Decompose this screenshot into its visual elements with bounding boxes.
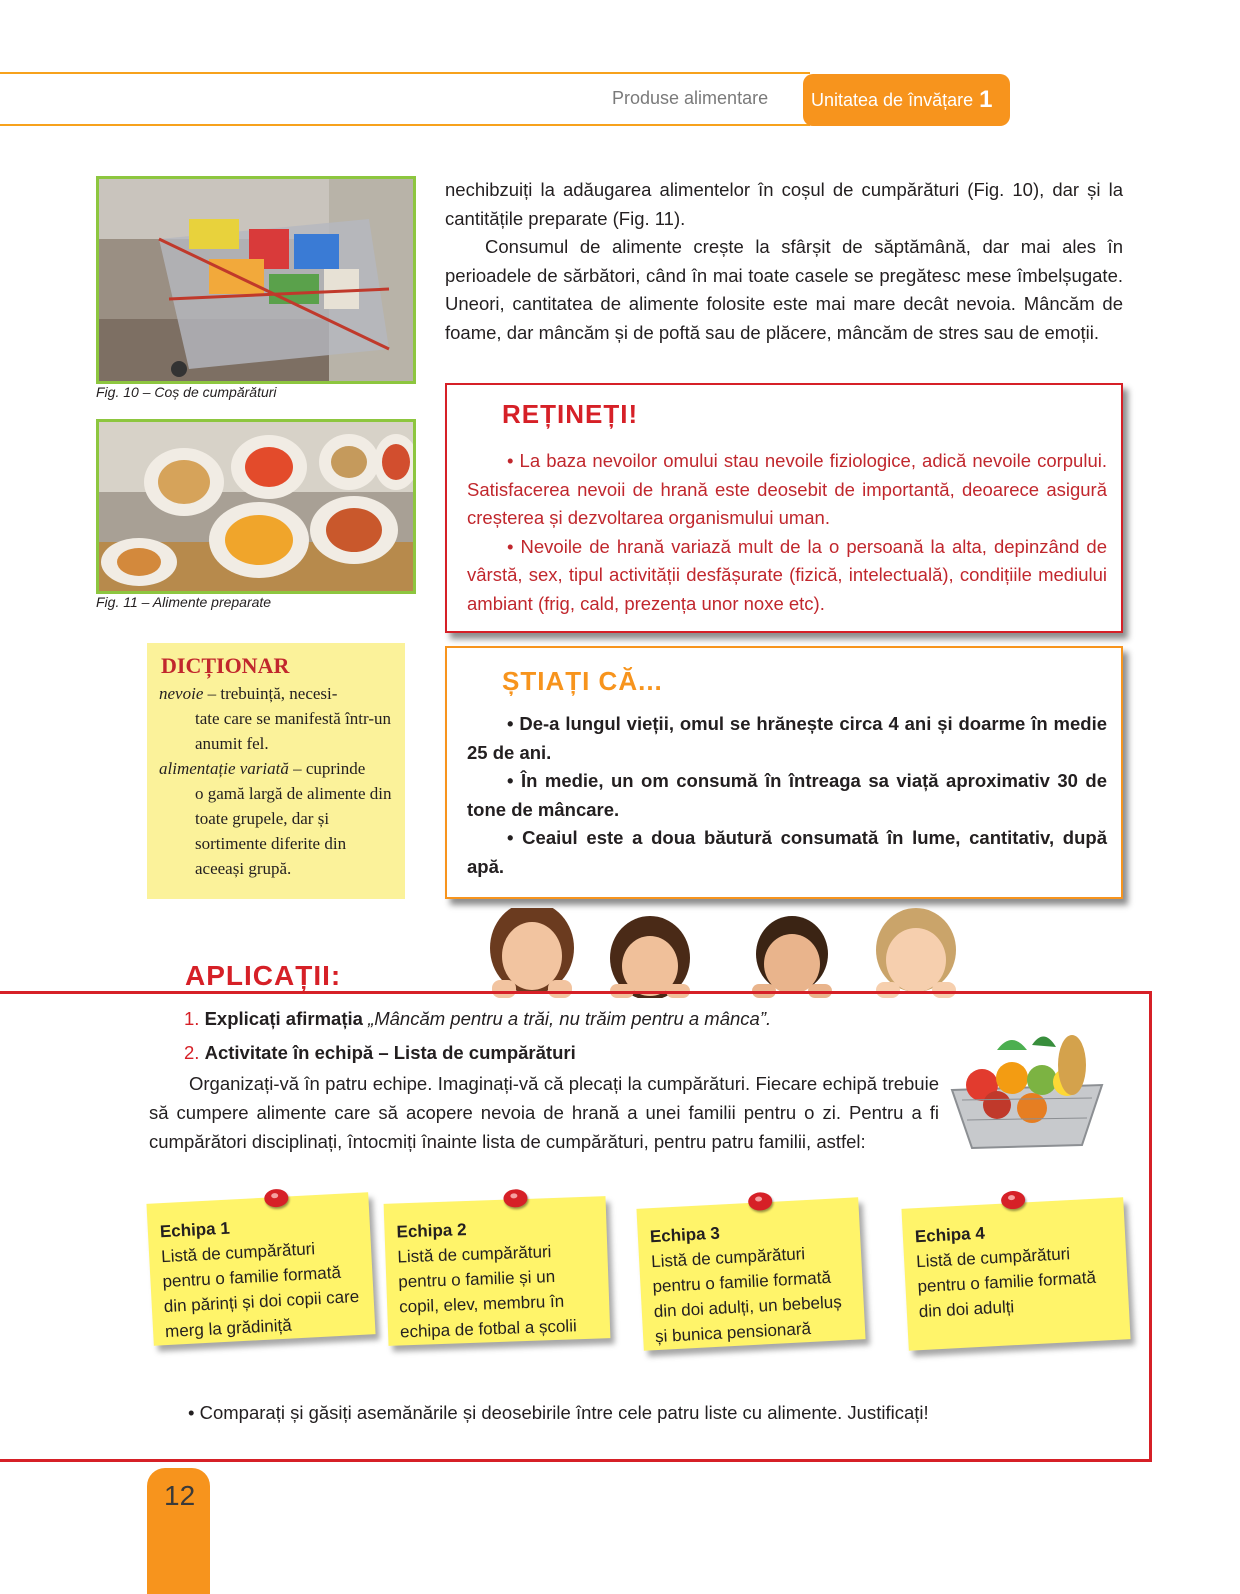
question-2: [184, 1039, 576, 1067]
team-note: [146, 1192, 375, 1345]
team-name: Echipa 3: [649, 1223, 721, 1247]
header-rule-top: [0, 72, 810, 74]
header-rule-bottom: [0, 124, 810, 126]
question-number: 2.: [184, 1042, 200, 1063]
team-note-card: [636, 1197, 865, 1350]
team-name: Echipa 1: [159, 1218, 231, 1242]
question-1-quote: „Mâncăm pentru a trăi, nu trăim pentru a mânca”.: [368, 1008, 772, 1029]
team-task: Listă de cumpărături pentru o familie formată din doi adulți: [915, 1244, 1097, 1322]
stiati-ca-item: • De-a lungul vieții, omul se hrănește circa 4 ani și doarme în medie 25 de ani.: [467, 713, 1107, 763]
prepared-food-photo: [96, 419, 416, 594]
question-2-bold: Activitate în echipă – Lista de cumpărături: [204, 1042, 576, 1063]
question-1: [184, 1005, 771, 1033]
dictionary-term: alimentație variată: [159, 759, 289, 778]
dictionary-definition-start: – cuprinde: [288, 759, 366, 778]
applications-title: APLICAȚII:: [185, 960, 342, 991]
intro-paragraph-2: Consumul de alimente crește la sfârșit de săptămână, dar mai ales în perioadele de sărbători, când în mai toate casele se pregătesc mese îmbelșugate. Uneori, cantitatea de alimente folosite este mai mare decât nevoia. Mâncăm de foame, dar mâncăm și de poftă sau de plăcere, mâncăm de stres sau de emoții.: [445, 236, 1123, 343]
fruit-basket-photo: [942, 1030, 1112, 1150]
stiati-ca-item: • Ceaiul este a doua băutură consumată în lume, cantitativ, după apă.: [467, 827, 1107, 877]
activity-description: [149, 1069, 939, 1156]
dictionary-entry: [159, 681, 395, 756]
page-number-tab: [147, 1468, 210, 1594]
shopping-cart-photo: [96, 176, 416, 384]
chapter-title: Produse alimentare: [612, 88, 769, 108]
dictionary-term: nevoie: [159, 684, 204, 703]
question-number: 1.: [184, 1008, 200, 1029]
intro-text: [445, 176, 1123, 347]
team-name: Echipa 2: [396, 1220, 467, 1242]
team-note-card: [384, 1196, 611, 1346]
dictionary-entries: [159, 681, 395, 881]
dictionary-definition: tate care se manifestă într-un anumit fel.: [195, 709, 392, 753]
compare-instruction: • Comparați și găsiți asemănările și deosebirile între cele patru liste cu alimente. Justificați!: [188, 1402, 929, 1423]
retineti-title: REȚINEȚI!: [502, 399, 639, 429]
unit-tab: [803, 74, 1010, 126]
figure-11-caption: Fig. 11 – Alimente preparate: [96, 594, 272, 610]
stiati-ca-box: [445, 646, 1123, 899]
stiati-ca-text: [467, 710, 1107, 881]
activity-text: Organizați-vă în patru echipe. Imaginați-vă că plecați la cumpărături. Fiecare echipă trebuie să cumpere alimente care să acopere nevoia de hrană a unei familii pentru o zi. Pentru a fi cumpărători disciplinați, întocmiți înainte lista de cumpărături, pentru patru familii, astfel:: [149, 1073, 939, 1152]
team-note-card: [146, 1192, 375, 1345]
team-note: [384, 1196, 611, 1346]
team-note-card: [901, 1197, 1130, 1350]
unit-number: 1: [979, 86, 993, 113]
team-task: Listă de cumpărături pentru o familie formată din doi adulți, un bebeluș și bunica pensionară: [650, 1244, 843, 1347]
dictionary-definition: o gamă largă de alimente din toate grupele, dar și sortimente diferite din aceeași grupă.: [195, 784, 392, 878]
children-photo: [470, 908, 970, 998]
figure-10-caption: Fig. 10 – Coș de cumpărături: [96, 384, 277, 400]
team-note: [636, 1197, 865, 1350]
team-name: Echipa 4: [914, 1223, 986, 1247]
stiati-ca-item: • În medie, un om consumă în întreaga sa viață aproximativ 30 de tone de mâncare.: [467, 770, 1107, 820]
team-task: Listă de cumpărături pentru o familie și un copil, elev, membru în echipa de fotbal a școlii: [397, 1242, 578, 1342]
retineti-text: [467, 447, 1107, 618]
unit-label: Unitatea de învățare: [811, 89, 974, 110]
team-task: Listă de cumpărături pentru o familie formată din părinți și doi copii care merg la grădiniță: [160, 1239, 360, 1342]
dictionary-box: [147, 643, 405, 899]
dictionary-entry: [159, 756, 395, 881]
question-1-bold: Explicați afirmația: [204, 1008, 363, 1029]
retineti-item: • La baza nevoilor omului stau nevoile fiziologice, adică nevoile corpului. Satisfacerea nevoii de hrană este deosebit de importantă, deoarece asigură creșterea și dezvoltarea organismului uman.: [467, 450, 1107, 528]
retineti-box: [445, 383, 1123, 633]
page-number: 12: [164, 1480, 196, 1511]
dictionary-title: DICȚIONAR: [161, 653, 290, 678]
stiati-ca-title: ȘTIAȚI CĂ...: [502, 666, 663, 696]
dictionary-definition-start: – trebuință, necesi-: [203, 684, 338, 703]
intro-paragraph-1: nechibzuiți la adăugarea alimentelor în coșul de cumpărături (Fig. 10), dar și la cantitățile preparate (Fig. 11).: [445, 179, 1123, 229]
team-note: [901, 1197, 1130, 1350]
retineti-item: • Nevoile de hrană variază mult de la o persoană la alta, depinzând de vârstă, sex, tipul activității desfășurate (fizică, intelectuală), condițiile mediului ambiant (frig, cald, prezența unor noxe etc).: [467, 535, 1107, 614]
